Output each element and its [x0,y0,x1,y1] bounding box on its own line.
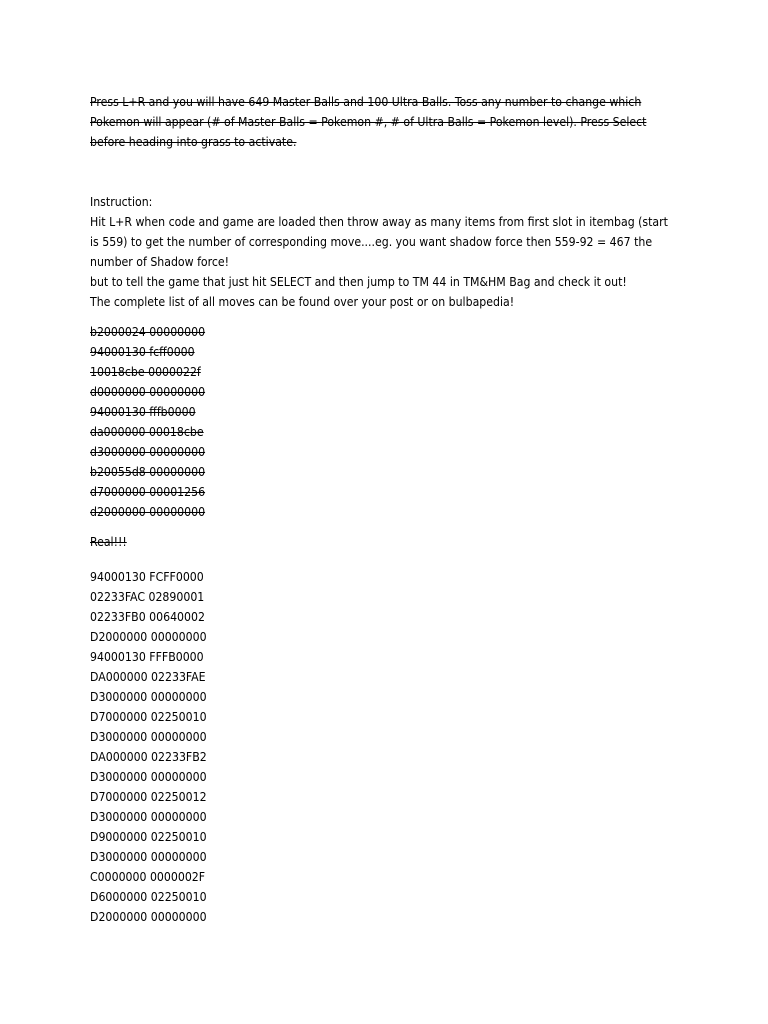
code-line-struck: d7000000 00001256 [90,485,206,499]
code-line: D7000000 02250012 [90,790,207,804]
instruction-line: is 559) to get the number of corresponding move....eg. you want shadow force then 559-92 = 467 the [90,235,653,249]
code-line: D3000000 00000000 [90,810,207,824]
real-label: Real!!! [90,535,127,549]
code-line: D9000000 02250010 [90,830,207,844]
intro-line: Press L+R and you will have 649 Master Balls and 100 Ultra Balls. Toss any number to change which [90,95,642,109]
code-line-struck: da000000 00018cbe [90,425,204,439]
code-line: 02233FB0 00640002 [90,610,205,624]
code-line-struck: b20055d8 00000000 [90,465,206,479]
code-line: 94000130 FCFF0000 [90,570,204,584]
code-line: DA000000 02233FAE [90,670,206,684]
intro-line: before heading into grass to activate. [90,135,297,149]
code-line: DA000000 02233FB2 [90,750,207,764]
instruction-line: The complete list of all moves can be found over your post or on bulbapedia! [90,295,515,309]
code-line-struck: d0000000 00000000 [90,385,206,399]
struck-code-list [90,322,690,522]
document-page [90,92,690,927]
code-line: D3000000 00000000 [90,690,207,704]
instruction-heading: Instruction: [90,195,153,209]
code-line: C0000000 0000002F [90,870,206,884]
instruction-line: number of Shadow force! [90,255,230,269]
code-line-struck: d3000000 00000000 [90,445,206,459]
code-line: D2000000 00000000 [90,630,207,644]
code-line: D6000000 02250010 [90,890,207,904]
code-line: D3000000 00000000 [90,730,207,744]
code-line: 02233FAC 02890001 [90,590,205,604]
instruction-section [90,192,690,312]
instruction-line: but to tell the game that just hit SELECT and then jump to TM 44 in TM&HM Bag and check it out! [90,275,627,289]
code-line-struck: d2000000 00000000 [90,505,206,519]
code-line-struck: 94000130 fcff0000 [90,345,195,359]
code-line: D3000000 00000000 [90,770,207,784]
real-code-list [90,567,690,927]
code-line-struck: b2000024 00000000 [90,325,206,339]
code-line-struck: 94000130 fffb0000 [90,405,196,419]
intro-line: Pokemon will appear (# of Master Balls = Pokemon #, # of Ultra Balls = Pokemon level). Press Select [90,115,647,129]
instruction-line: Hit L+R when code and game are loaded then throw away as many items from first slot in itembag (start [90,215,668,229]
code-line: D2000000 00000000 [90,910,207,924]
code-line-struck: 10018cbe 0000022f [90,365,201,379]
code-line: D7000000 02250010 [90,710,207,724]
intro-paragraph-struck [90,92,690,152]
code-line: 94000130 FFFB0000 [90,650,204,664]
code-line: D3000000 00000000 [90,850,207,864]
